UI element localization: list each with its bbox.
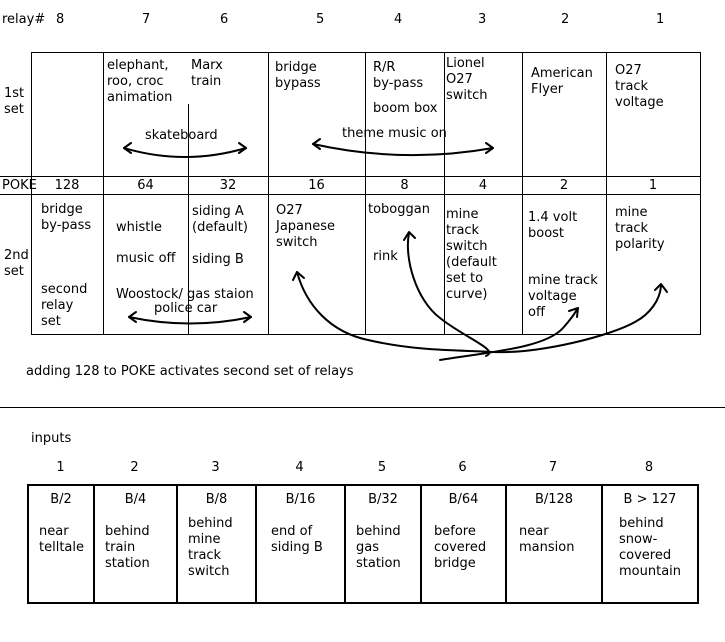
second-set-relay-5: O27 Japanese switch xyxy=(276,203,336,250)
second-relay-set-label: second relay set xyxy=(41,282,88,329)
toboggan-arrow xyxy=(408,233,489,356)
input-number-2: 2 xyxy=(130,460,139,475)
input-description: before covered bridge xyxy=(434,524,487,571)
poke-value-1: 1 xyxy=(648,178,658,193)
first-set-label: 1st set xyxy=(4,86,25,117)
input-number-6: 6 xyxy=(458,460,467,475)
relay-number-7: 7 xyxy=(142,12,151,27)
second-set-relay-6-siding-b: siding B xyxy=(192,252,244,267)
poke-value-32: 32 xyxy=(219,178,237,193)
relay-number-1: 1 xyxy=(656,12,665,27)
input-code: B/64 xyxy=(448,492,479,507)
relay-number-3: 3 xyxy=(478,12,487,27)
second-set-relay-7: whistle xyxy=(116,220,162,235)
second-set-label: 2nd set xyxy=(4,248,29,279)
input-description: near telltale xyxy=(39,524,84,555)
input-code: B > 127 xyxy=(623,492,677,507)
input-code: B/2 xyxy=(50,492,72,507)
poke-note: adding 128 to POKE activates second set of relays xyxy=(26,364,354,379)
poke-value-16: 16 xyxy=(308,178,325,193)
first-set-relay-4-boombox: boom box xyxy=(373,101,438,116)
poke-value-128: 128 xyxy=(54,178,80,193)
input-box-6 xyxy=(420,484,507,604)
input-code: B/16 xyxy=(285,492,316,507)
second-set-relay-8: bridge by-pass xyxy=(41,202,92,233)
input-number-5: 5 xyxy=(377,460,387,475)
relay-number-4: 4 xyxy=(394,12,403,27)
input-code: B/8 xyxy=(205,492,228,507)
second-set-relay-2-mine-voltage: mine track voltage off xyxy=(528,273,598,320)
input-box-3 xyxy=(176,484,257,604)
relay-header-label: relay# xyxy=(2,12,46,27)
poke-label: POKE xyxy=(2,178,37,193)
first-set-relay-4: R/R by-pass xyxy=(373,60,424,91)
relay-number-5: 5 xyxy=(316,12,325,27)
input-code: B/4 xyxy=(124,492,147,507)
inputs-title: inputs xyxy=(31,431,72,446)
relay-number-6: 6 xyxy=(220,12,229,27)
relay-number-8: 8 xyxy=(56,12,65,27)
theme-music-annotation: theme music on xyxy=(342,126,447,141)
input-box-7 xyxy=(505,484,603,604)
input-box-2 xyxy=(93,484,178,604)
input-box-5 xyxy=(344,484,422,604)
japanese-switch-arrow xyxy=(297,272,661,352)
input-description: behind train station xyxy=(105,524,150,571)
input-number-3: 3 xyxy=(211,460,220,475)
section-divider xyxy=(0,407,725,408)
relay-number-2: 2 xyxy=(561,12,570,27)
second-set-relay-4: toboggan xyxy=(368,202,430,217)
second-set-relay-1: mine track polarity xyxy=(615,205,665,252)
first-set-relay-7: elephant, roo, croc animation xyxy=(107,58,173,105)
input-box-8 xyxy=(601,484,699,604)
skateboard-annotation: skateboard xyxy=(145,128,218,143)
second-set-relay-3: mine track switch (default set to curve) xyxy=(446,207,497,302)
input-description: behind gas station xyxy=(356,524,401,571)
second-set-relay-6: siding A (default) xyxy=(192,204,248,235)
input-description: behind mine track switch xyxy=(188,516,233,579)
theme-music-arrow xyxy=(313,144,493,155)
poke-value-2: 2 xyxy=(559,178,569,193)
second-set-relay-4-rink: rink xyxy=(373,249,398,264)
input-number-7: 7 xyxy=(548,460,558,475)
input-code: B/32 xyxy=(368,492,398,507)
input-box-1 xyxy=(27,484,95,604)
input-number-1: 1 xyxy=(56,460,65,475)
police-car-arrow xyxy=(129,317,251,324)
poke-value-64: 64 xyxy=(137,178,154,193)
first-set-relay-6: Marx train xyxy=(191,58,223,89)
input-description: behind snow- covered mountain xyxy=(619,516,682,579)
police-car-annotation: police car xyxy=(154,301,218,316)
input-code: B/128 xyxy=(534,492,574,507)
input-box-4 xyxy=(255,484,346,604)
first-set-relay-5: bridge bypass xyxy=(275,60,321,91)
input-number-8: 8 xyxy=(644,460,654,475)
input-description: near mansion xyxy=(519,524,575,555)
skateboard-arrow xyxy=(124,148,246,157)
first-set-relay-3: Lionel O27 switch xyxy=(446,56,488,103)
first-set-relay-1: O27 track voltage xyxy=(615,63,664,110)
input-number-4: 4 xyxy=(295,460,304,475)
second-set-relay-2: 1.4 volt boost xyxy=(528,210,578,241)
second-set-relay-7-music-off: music off xyxy=(116,251,176,266)
poke-value-4: 4 xyxy=(478,178,488,193)
woostock-annotation: Woostock/ gas staion xyxy=(116,287,254,302)
poke-value-8: 8 xyxy=(400,178,409,193)
input-description: end of siding B xyxy=(271,524,323,555)
first-set-relay-2: American Flyer xyxy=(531,66,593,97)
